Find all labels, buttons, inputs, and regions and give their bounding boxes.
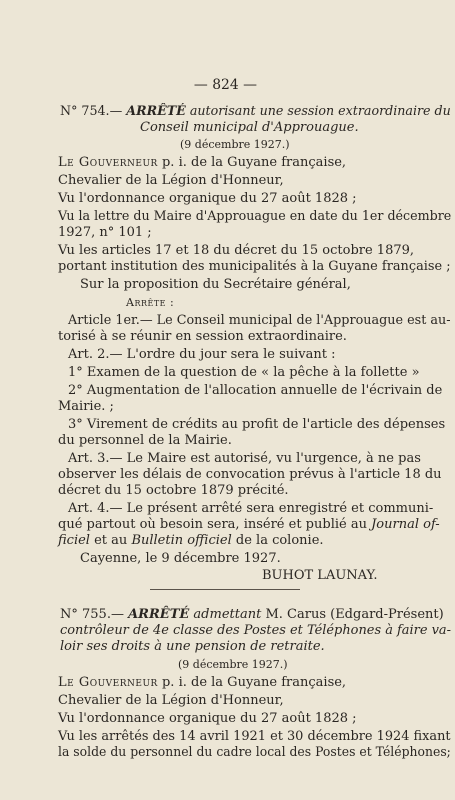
act-754-item-3: 3° Virement de crédits au profit de l'article des dépenses: [68, 417, 446, 432]
act-754-vu-articles-cont: portant institution des municipalités à la Guyane française ;: [58, 259, 451, 274]
act-754-article-4-cont2: [58, 533, 324, 548]
journal-officiel-italic: Journal of-: [371, 517, 440, 532]
act-754-governor: [58, 155, 346, 170]
act-754-item-3-cont: du personnel de la Mairie.: [58, 433, 232, 448]
act-754-title: autorisant une session extraordinaire du: [189, 104, 451, 119]
act-754-heading: [60, 104, 451, 119]
act-755-title-b: M. Carus (Edgard-Présent): [265, 607, 444, 622]
act-754-article-1-cont: torisé à se réunir en session extraordinaire.: [58, 329, 347, 344]
act-754-article-3-cont2: décret du 15 octobre 1879 précité.: [58, 483, 289, 498]
act-754-vu-lettre: Vu la lettre du Maire d'Approuague en date du 1er décembre: [58, 209, 452, 224]
act-754-number: N° 754.—: [60, 104, 123, 119]
act-755-vu-ordonnance: Vu l'ordonnance organique du 27 août 1828 ;: [58, 711, 357, 726]
governor-label: Le Gouverneur: [58, 675, 158, 690]
act-755-vu-arretes: Vu les arrêtés des 14 avril 1921 et 30 décembre 1924 fixant: [58, 729, 451, 744]
act-754-place-date: Cayenne, le 9 décembre 1927.: [80, 551, 281, 566]
act-754-signature: BUHOT LAUNAY.: [262, 568, 378, 583]
act-754-article-4-cont1: [58, 517, 440, 532]
governor-label: Le Gouverneur: [58, 155, 158, 170]
section-divider: [150, 589, 300, 590]
act-755-date: (9 décembre 1927.): [178, 658, 288, 671]
act-754-article-4: Art. 4.— Le présent arrêté sera enregistré et communi-: [68, 501, 434, 516]
act-754-article-1: Article 1er.— Le Conseil municipal de l'Approuague est au-: [68, 313, 451, 328]
act-755-title-line3: loir ses droits à une pension de retraite.: [60, 639, 325, 654]
act-755-governor: [58, 675, 346, 690]
act-754-proposition: Sur la proposition du Secrétaire général,: [80, 277, 351, 292]
act-755-title-a: admettant: [193, 607, 262, 622]
act-754-date: (9 décembre 1927.): [180, 138, 290, 151]
act-754-chevalier: Chevalier de la Légion d'Honneur,: [58, 173, 284, 188]
act-754-article-2: Art. 2.— L'ordre du jour sera le suivant :: [68, 347, 336, 362]
act-754-vu-lettre-cont: 1927, n° 101 ;: [58, 225, 152, 240]
page-number: — 824 —: [193, 77, 257, 93]
act-754-arrete: Arrête :: [126, 296, 175, 309]
bulletin-officiel-italic: Bulletin officiel: [131, 533, 232, 548]
act-754-article-3-cont1: observer les délais de convocation prévus à l'article 18 du: [58, 467, 442, 482]
act-755-chevalier: Chevalier de la Légion d'Honneur,: [58, 693, 284, 708]
act-754-item-2-cont: Mairie. ;: [58, 399, 114, 414]
act-754-article-3: Art. 3.— Le Maire est autorisé, vu l'urgence, à ne pas: [68, 451, 421, 466]
act-755-title-word: ARRÊTÉ: [128, 607, 190, 622]
article-4-text: qué partout où besoin sera, inséré et publié au: [58, 517, 367, 532]
act-754-vu-ordonnance: Vu l'ordonnance organique du 27 août 1828 ;: [58, 191, 357, 206]
act-754-item-2: 2° Augmentation de l'allocation annuelle de l'écrivain de: [68, 383, 443, 398]
journal-officiel-italic-cont: ficiel: [58, 533, 90, 548]
act-755-title-line2: contrôleur de 4e classe des Postes et Téléphones à faire va-: [60, 623, 451, 638]
governor-title: p. i. de la Guyane française,: [161, 155, 347, 170]
governor-title: p. i. de la Guyane française,: [161, 675, 347, 690]
act-755-heading: [60, 607, 444, 622]
act-755-vu-arretes-cont: la solde du personnel du cadre local des Postes et Téléphones;: [58, 745, 451, 760]
act-754-item-1: 1° Examen de la question de « la pêche à la follette »: [68, 365, 420, 380]
act-755-number: N° 755.—: [60, 607, 124, 622]
act-754-vu-articles: Vu les articles 17 et 18 du décret du 15 octobre 1879,: [58, 243, 415, 258]
article-4-end: de la colonie.: [235, 533, 324, 548]
article-4-connector: et au: [94, 533, 128, 548]
act-754-title-word: ARRÊTÉ: [126, 104, 186, 119]
act-754-title-line2: Conseil municipal d'Approuague.: [140, 120, 359, 135]
